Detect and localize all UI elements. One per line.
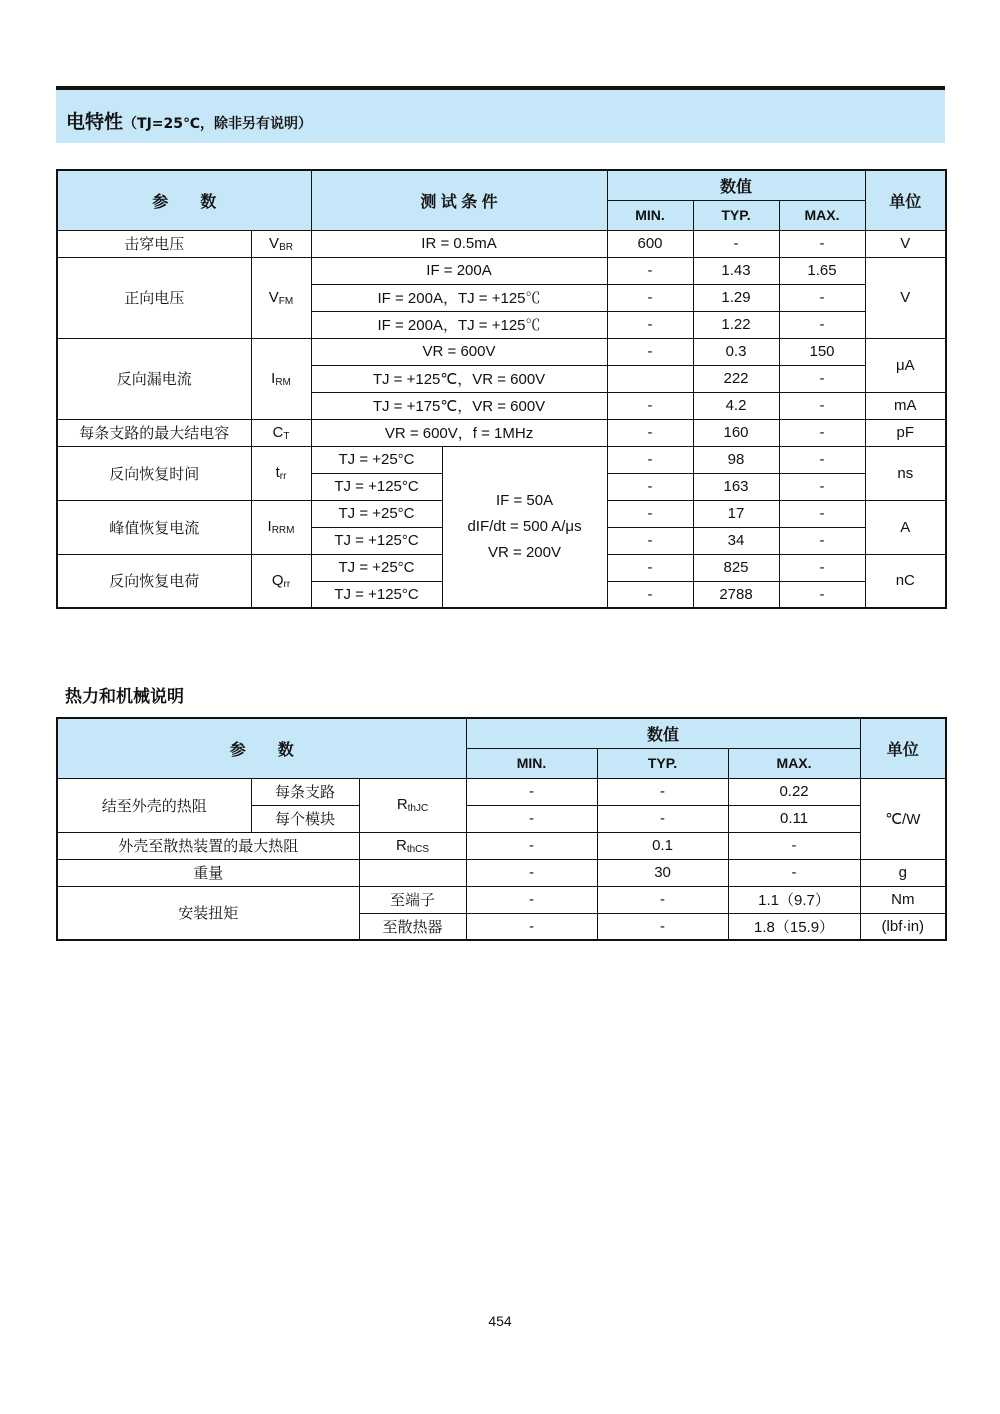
value-max: - — [779, 554, 865, 581]
param-symbol: $V_{BR}$ — [251, 230, 311, 257]
param-symbol: $I_{RRM}$ — [251, 500, 311, 554]
param-name: 反向恢复电荷 — [57, 554, 251, 608]
param-symbol — [359, 859, 466, 886]
value-min: 600 — [607, 230, 693, 257]
value-typ: - — [597, 778, 728, 805]
test-condition: IF = 200A，TJ = +125℃ — [311, 284, 607, 311]
value-typ: 1.29 — [693, 284, 779, 311]
value-max: - — [779, 365, 865, 392]
param-name: 安装扭矩 — [57, 886, 359, 940]
value-min: - — [607, 581, 693, 608]
param-name: 结至外壳的热阻 — [57, 778, 251, 832]
junction-temp: TJ = +125°C — [311, 473, 442, 500]
header-min: MIN. — [607, 200, 693, 230]
param-name: 每条支路的最大结电容 — [57, 419, 251, 446]
value-min: - — [466, 913, 597, 940]
value-max: - — [779, 284, 865, 311]
header-values: 数值 — [466, 718, 860, 748]
header-typ: TYP. — [597, 748, 728, 778]
value-unit: μA — [865, 338, 946, 392]
header-typ: TYP. — [693, 200, 779, 230]
shared-test-condition: IF = 50A dIF/dt = 500 A/μs VR = 200V — [442, 446, 607, 608]
value-max: - — [728, 832, 860, 859]
header-unit: 单位 — [865, 170, 946, 230]
test-condition: VR = 600V — [311, 338, 607, 365]
value-max: - — [779, 311, 865, 338]
junction-temp: TJ = +125°C — [311, 581, 442, 608]
value-max: - — [779, 392, 865, 419]
table-row — [57, 859, 946, 886]
value-max: - — [779, 473, 865, 500]
electrical-characteristics-table — [56, 169, 947, 609]
value-typ: 17 — [693, 500, 779, 527]
value-typ: 1.43 — [693, 257, 779, 284]
value-typ: 163 — [693, 473, 779, 500]
value-typ: - — [693, 230, 779, 257]
section-banner — [56, 86, 945, 143]
value-unit: mA — [865, 392, 946, 419]
value-unit: Nm — [860, 886, 946, 913]
value-min: - — [607, 527, 693, 554]
param-subname: 每条支路 — [251, 778, 359, 805]
table-row — [57, 230, 946, 257]
value-max: - — [779, 527, 865, 554]
param-name: 重量 — [57, 859, 359, 886]
value-min: - — [466, 805, 597, 832]
value-min: - — [607, 392, 693, 419]
value-unit: nC — [865, 554, 946, 608]
param-symbol: $R_{thCS}$ — [359, 832, 466, 859]
table-row — [57, 257, 946, 284]
header-values: 数值 — [607, 170, 865, 200]
value-max: 0.22 — [728, 778, 860, 805]
value-typ: 1.22 — [693, 311, 779, 338]
value-max: - — [779, 419, 865, 446]
param-symbol: $C_T$ — [251, 419, 311, 446]
test-condition: IF = 200A，TJ = +125℃ — [311, 311, 607, 338]
value-unit: V — [865, 257, 946, 338]
value-min: - — [466, 832, 597, 859]
value-typ: - — [597, 805, 728, 832]
value-min: - — [607, 338, 693, 365]
header-cond: 测 试 条 件 — [311, 170, 607, 230]
param-subname: 每个模块 — [251, 805, 359, 832]
value-max: - — [779, 500, 865, 527]
param-symbol: $V_{FM}$ — [251, 257, 311, 338]
value-typ: - — [597, 886, 728, 913]
value-max: - — [728, 859, 860, 886]
value-min: - — [607, 554, 693, 581]
junction-temp: TJ = +25°C — [311, 554, 442, 581]
value-min — [607, 365, 693, 392]
value-max: - — [779, 446, 865, 473]
header-max: MAX. — [728, 748, 860, 778]
test-condition: TJ = +175℃，VR = 600V — [311, 392, 607, 419]
value-typ: 98 — [693, 446, 779, 473]
param-symbol: $t_{rr}$ — [251, 446, 311, 500]
table-row — [57, 446, 946, 473]
param-symbol: $Q_{rr}$ — [251, 554, 311, 608]
value-max: 1.8（15.9） — [728, 913, 860, 940]
value-min: - — [466, 778, 597, 805]
section2-title: 热力和机械说明 — [65, 687, 184, 707]
junction-temp: TJ = +125°C — [311, 527, 442, 554]
test-condition: TJ = +125℃，VR = 600V — [311, 365, 607, 392]
header-max: MAX. — [779, 200, 865, 230]
value-max: 0.11 — [728, 805, 860, 832]
test-condition: VR = 600V，f = 1MHz — [311, 419, 607, 446]
table-row — [57, 419, 946, 446]
value-unit: pF — [865, 419, 946, 446]
table-row — [57, 832, 946, 859]
value-unit: ℃/W — [860, 778, 946, 859]
value-min: - — [466, 859, 597, 886]
value-unit: V — [865, 230, 946, 257]
param-name: 正向电压 — [57, 257, 251, 338]
value-typ: - — [597, 913, 728, 940]
value-typ: 222 — [693, 365, 779, 392]
value-min: - — [607, 284, 693, 311]
param-name: 击穿电压 — [57, 230, 251, 257]
value-max: 1.65 — [779, 257, 865, 284]
value-unit: ns — [865, 446, 946, 500]
value-typ: 160 — [693, 419, 779, 446]
value-min: - — [607, 446, 693, 473]
value-min: - — [607, 311, 693, 338]
value-min: - — [607, 419, 693, 446]
param-symbol: $R_{thJC}$ — [359, 778, 466, 832]
value-typ: 34 — [693, 527, 779, 554]
page-number: 454 — [488, 1313, 512, 1329]
value-typ: 4.2 — [693, 392, 779, 419]
section-subtitle: （TJ=25℃，除非另有说明） — [123, 116, 312, 132]
value-typ: 2788 — [693, 581, 779, 608]
value-max: - — [779, 230, 865, 257]
value-typ: 825 — [693, 554, 779, 581]
value-min: - — [466, 886, 597, 913]
value-typ: 0.1 — [597, 832, 728, 859]
value-min: - — [607, 500, 693, 527]
value-max: - — [779, 581, 865, 608]
table-row — [57, 338, 946, 365]
value-max: 150 — [779, 338, 865, 365]
header-param: 参 数 — [57, 170, 311, 230]
value-min: - — [607, 257, 693, 284]
header-param: 参 数 — [57, 718, 466, 778]
value-min: - — [607, 473, 693, 500]
table-row — [57, 778, 946, 805]
header-min: MIN. — [466, 748, 597, 778]
value-max: 1.1（9.7） — [728, 886, 860, 913]
param-symbol: $I_{RM}$ — [251, 338, 311, 419]
junction-temp: TJ = +25°C — [311, 446, 442, 473]
param-name: 外壳至散热装置的最大热阻 — [57, 832, 359, 859]
thermal-mechanical-table — [56, 717, 947, 941]
junction-temp: TJ = +25°C — [311, 500, 442, 527]
param-name: 反向漏电流 — [57, 338, 251, 419]
test-condition: IR = 0.5mA — [311, 230, 607, 257]
param-subname: 至散热器 — [359, 913, 466, 940]
param-subname: 至端子 — [359, 886, 466, 913]
value-unit: (lbf·in) — [860, 913, 946, 940]
param-name: 峰值恢复电流 — [57, 500, 251, 554]
param-name: 反向恢复时间 — [57, 446, 251, 500]
value-typ: 0.3 — [693, 338, 779, 365]
value-unit: A — [865, 500, 946, 554]
table-row — [57, 886, 946, 913]
header-unit: 单位 — [860, 718, 946, 778]
value-typ: 30 — [597, 859, 728, 886]
test-condition: IF = 200A — [311, 257, 607, 284]
section-title: 电特性（TJ=25℃，除非另有说明） — [66, 111, 312, 133]
value-unit: g — [860, 859, 946, 886]
